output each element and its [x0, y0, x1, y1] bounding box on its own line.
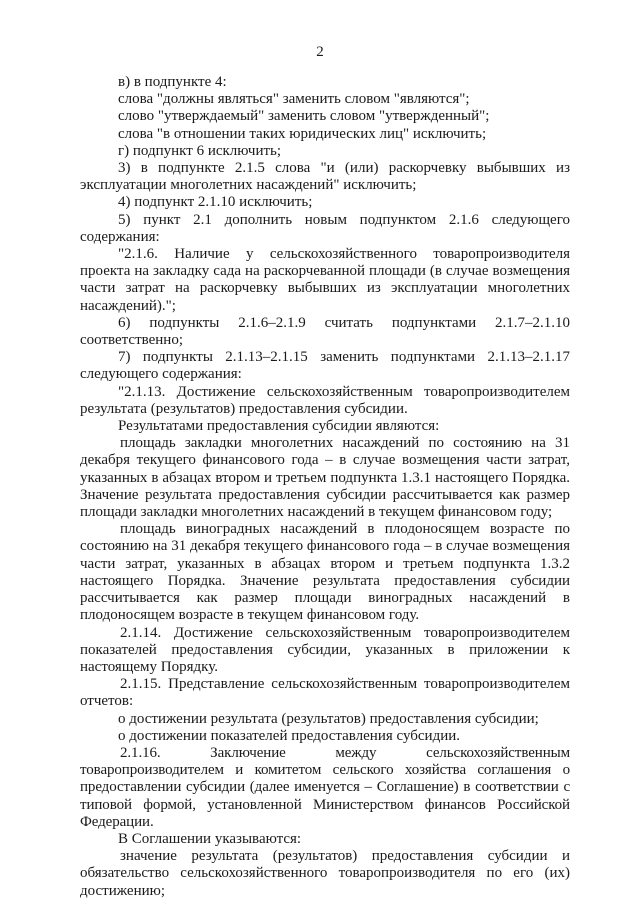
- paragraph: слово "утверждаемый" заменить словом "утвержденный";: [118, 108, 490, 125]
- paragraph: 5) пункт 2.1 дополнить новым подпунктом 2.1.6 следующего содержания:: [80, 211, 570, 245]
- paragraph: "2.1.6. Наличие у сельскохозяйственного товаропроизводителя проекта на закладку сада на раскорчеванной площади (в случае возмещения части затрат на раскорчевку выбывших из эксплуатации многолетних насаждений).";: [80, 246, 570, 314]
- paragraph: в) в подпункте 4:: [118, 74, 227, 90]
- paragraph: площадь закладки многолетних насаждений по состоянию на 31 декабря текущего финансового года – в случае возмещения части затрат, указанных в абзацах втором и третьем подпункта 1.3.1 настоящего Порядка. Значение результата предоставления субсидии рассчитывается как размер площади закладки многолетних насаждений в текущем финансовом году;: [80, 435, 570, 521]
- paragraph: о достижении показателей предоставления субсидии.: [118, 727, 461, 744]
- paragraph: 2.1.15. Представление сельскохозяйственным товаропроизводителем отчетов:: [80, 676, 570, 710]
- page-number: 2: [316, 44, 324, 60]
- paragraph: о достижении результата (результатов) предоставления субсидии;: [118, 710, 539, 727]
- paragraph: 2.1.16. Заключение между сельскохозяйственным товаропроизводителем и комитетом сельского хозяйства соглашения о предоставлении субсидии (далее именуется – Соглашение) в соответствии с типовой формой, установленной Министерством финансов Российской Федерации.: [80, 744, 570, 830]
- paragraph: значение результата (результатов) предоставления субсидии и обязательство сельскохозяйственного товаропроизводителя по его (их) достижению;: [80, 848, 570, 899]
- paragraph: г) подпункт 6 исключить;: [118, 142, 282, 159]
- paragraph: В Соглашении указываются:: [118, 830, 302, 847]
- document-body: [80, 74, 570, 900]
- paragraph: площадь виноградных насаждений в плодоносящем возрасте по состоянию на 31 декабря текущего финансового года – в случае возмещения части затрат, указанных в абзацах втором и третьем подпункта 1.3.2 настоящего Порядка. Значение результата предоставления субсидии рассчитывается как размер площади виноградных насаждений в плодоносящем возрасте в текущем финансовом году.: [80, 521, 570, 624]
- paragraph: слова "в отношении таких юридических лиц" исключить;: [118, 125, 487, 142]
- paragraph: 3) в подпункте 2.1.5 слова "и (или) раскорчевку выбывших из эксплуатации многолетних насаждений" исключить;: [80, 160, 570, 194]
- paragraph: 4) подпункт 2.1.10 исключить;: [118, 194, 313, 211]
- paragraph: 6) подпункты 2.1.6–2.1.9 считать подпунктами 2.1.7–2.1.10 соответственно;: [80, 314, 570, 349]
- paragraph: Результатами предоставления субсидии являются:: [118, 418, 440, 435]
- paragraph: 7) подпункты 2.1.13–2.1.15 заменить подпунктами 2.1.13–2.1.17 следующего содержания:: [80, 349, 570, 383]
- paragraph: слова "должны являться" заменить словом "являются";: [118, 91, 470, 108]
- paragraph: "2.1.13. Достижение сельскохозяйственным товаропроизводителем результата (результатов) предоставления субсидии.: [80, 383, 570, 417]
- paragraph: 2.1.14. Достижение сельскохозяйственным товаропроизводителем показателей предоставления субсидии, указанных в приложении к настоящему Порядку.: [80, 624, 570, 675]
